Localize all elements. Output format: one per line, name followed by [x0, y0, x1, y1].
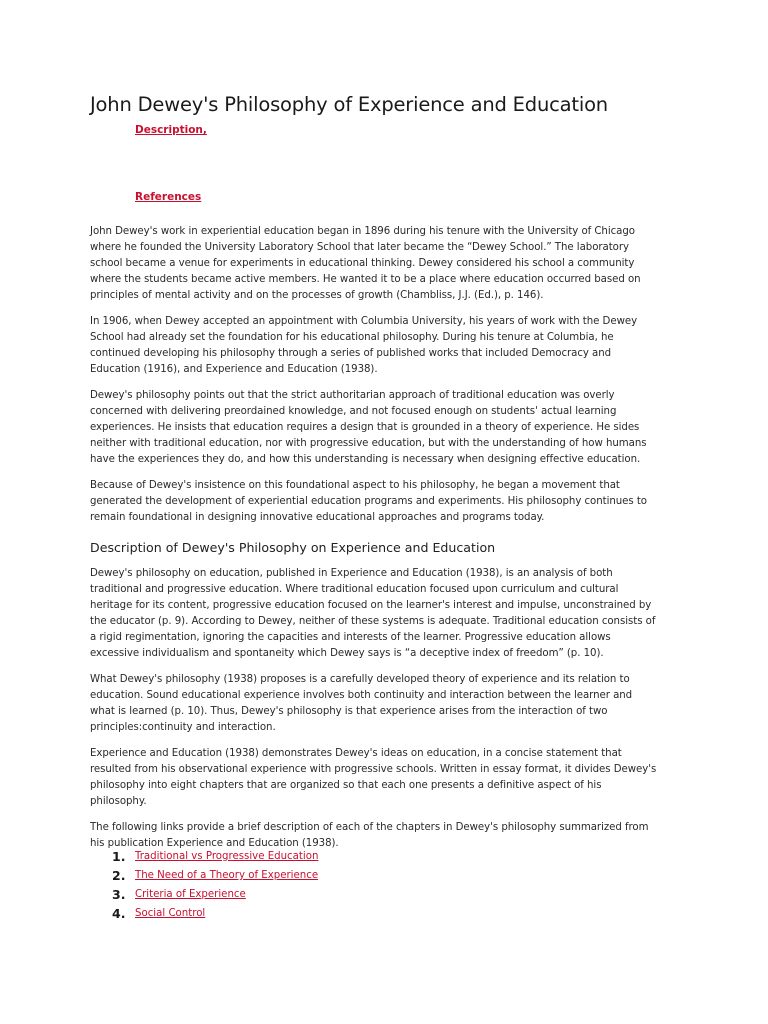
intro-paragraph: Dewey's philosophy points out that the strict authoritarian approach of traditional education was overly concerned with delivering preordained knowledge, and not focused enough on students' actual learning experiences. He insists that education requires a design that is grounded in a theory of experience. He sides neither with traditional education, nor with progressive education, but with the understanding of how humans have the experiences they do, and how this understanding is necessary when designing effective education. [90, 390, 647, 465]
description-link[interactable]: Description, [135, 124, 207, 136]
description-section [90, 566, 660, 852]
chapter-link-traditional-vs-progressive[interactable]: Traditional vs Progressive Education [135, 851, 319, 862]
section-heading: Description of Dewey's Philosophy on Experience and Education [90, 540, 496, 555]
page-title: John Dewey's Philosophy of Experience and Education [90, 93, 608, 116]
list-number: 2. [112, 868, 126, 883]
chapter-list [112, 847, 318, 923]
intro-paragraph: Because of Dewey's insistence on this foundational aspect to his philosophy, he began a movement that generated the development of experiential education programs and experiments. His philosophy continues to remain foundational in designing innovative educational approaches and programs today. [90, 480, 647, 523]
list-item [112, 866, 318, 885]
list-number: 4. [112, 906, 126, 921]
list-item [112, 847, 318, 866]
intro-paragraph: John Dewey's work in experiential education began in 1896 during his tenure with the University of Chicago where he founded the University Laboratory School that later became the “Dewey School.” The laboratory school became a venue for experiments in educational thinking. Dewey considered his school a community where the students became active members. He wanted it to be a place where education occurred based on principles of mental activity and on the processes of growth (Chambliss, J.J. (Ed.), p. 146). [90, 226, 641, 301]
chapter-link-need-of-theory[interactable]: The Need of a Theory of Experience [135, 870, 319, 881]
chapter-link-criteria-of-experience[interactable]: Criteria of Experience [135, 889, 246, 900]
references-link[interactable]: References [135, 191, 202, 203]
list-item [112, 904, 318, 923]
chapter-link-social-control[interactable]: Social Control [135, 908, 206, 919]
description-paragraph: Dewey's philosophy on education, published in Experience and Education (1938), is an analysis of both traditional and progressive education. Where traditional education focused upon curriculum and cultural heritage for its content, progressive education focused on the learner's interest and impulse, unconstrained by the educator (p. 9). According to Dewey, neither of these systems is adequate. Traditional education consists of a rigid regimentation, ignoring the capacities and interests of the learner. Progressive education allows excessive individualism and spontaneity which Dewey says is “a deceptive index of freedom” (p. 10). [90, 568, 656, 659]
list-number: 1. [112, 849, 126, 864]
list-item [112, 885, 318, 904]
description-paragraph: Experience and Education (1938) demonstrates Dewey's ideas on education, in a concise statement that resulted from his observational experience with progressive schools. Written in essay format, it divides Dewey's philosophy into eight chapters that are organized so that each one presents a definitive aspect of his philosophy. [90, 748, 657, 807]
list-number: 3. [112, 887, 126, 902]
intro-section [90, 224, 660, 526]
intro-paragraph: In 1906, when Dewey accepted an appointment with Columbia University, his years of work with the Dewey School had already set the foundation for his educational philosophy. During his tenure at Columbia, he continued developing his philosophy through a series of published works that included Democracy and Education (1916), and Experience and Education (1938). [90, 316, 638, 375]
description-paragraph: What Dewey's philosophy (1938) proposes is a carefully developed theory of experience and its relation to education. Sound educational experience involves both continuity and interaction between the learner and what is learned (p. 10). Thus, Dewey's philosophy is that experience arises from the interaction of two principles:continuity and interaction. [90, 674, 633, 733]
description-paragraph: The following links provide a brief description of each of the chapters in Dewey's philosophy summarized from his publication Experience and Education (1938). [90, 822, 649, 849]
